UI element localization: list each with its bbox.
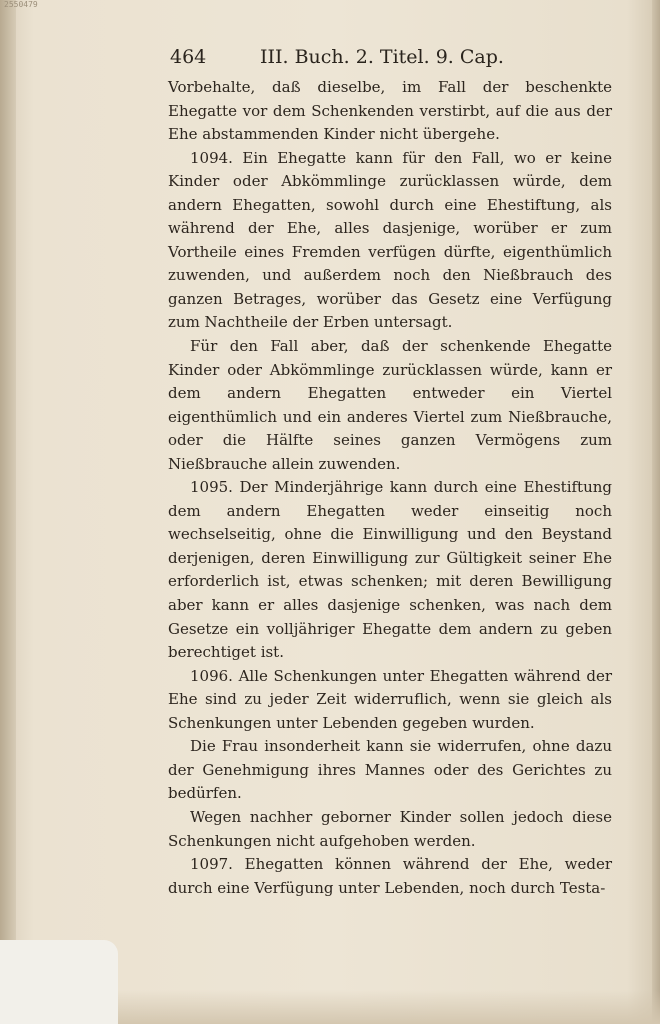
running-header — [168, 46, 616, 76]
paragraph-1095: 1095. Der Minderjährige kann durch eine Ehestiftung dem andern Ehegatten weder einseitig noch wechselseitig, ohne die Einwilligung und den Beystand derjenigen, deren Einwilligung zur Gültigkeit seiner Ehe erforderlich ist, etwas schenken; mit deren Bewilligung aber kann er alles dasjenige schenken, was nach dem Gesetze ein volljähriger Ehegatte dem andern zu geben berechtiget ist. — [168, 478, 612, 662]
torn-corner — [0, 940, 118, 1024]
paragraph-1096: 1096. Alle Schenkungen unter Ehegatten während der Ehe sind zu jeder Zeit widerruflich, wenn sie gleich als Schenkungen unter Lebenden gegeben wurden. — [168, 666, 612, 732]
running-title: III. Buch. 2. Titel. 9. Cap. — [260, 46, 504, 68]
paragraph-1094: 1094. Ein Ehegatte kann für den Fall, wo er keine Kinder oder Abkömmlinge zurücklassen würde, dem andern Ehegatten, sowohl durch eine Ehestiftung, als während der Ehe, alles dasjenige, worüber er zum Vortheile eines Fremden verfügen dürfte, eigenthümlich zuwenden, und außerdem noch den Nießbrauch des ganzen Betrages, worüber das Gesetz eine Verfügung zum Nachtheile der Erben untersagt. — [168, 148, 612, 332]
page-right-edge — [652, 0, 660, 1024]
paragraph-1094-b: Für den Fall aber, daß der schenkende Ehegatte Kinder oder Abkömmlinge zurücklassen würde, kann er dem andern Ehegatten entweder ein Viertel eigenthümlich und ein anderes Viertel zum Nießbrauche, oder die Hälfte seines ganzen Vermögens zum Nießbrauche allein zuwenden. — [168, 337, 612, 473]
scan-stamp: 2550479 — [4, 0, 38, 9]
page-number: 464 — [170, 46, 207, 68]
paragraph-1096-c: Wegen nachher geborner Kinder sollen jedoch diese Schenkungen nicht aufgehoben werden. — [168, 807, 612, 850]
page-gutter-shadow — [0, 0, 16, 1024]
body-text — [168, 76, 612, 900]
paragraph-1096-b: Die Frau insonderheit kann sie widerrufen, ohne dazu der Genehmigung ihres Mannes oder des Gerichtes zu bedürfen. — [168, 737, 612, 803]
paragraph-continuation: Vorbehalte, daß dieselbe, im Fall der beschenkte Ehegatte vor dem Schenkenden verstirbt, auf die aus der Ehe abstammenden Kinder nicht übergehe. — [168, 78, 612, 144]
paragraph-1097: 1097. Ehegatten können während der Ehe, weder durch eine Verfügung unter Lebenden, noch durch Testa- — [168, 855, 612, 897]
